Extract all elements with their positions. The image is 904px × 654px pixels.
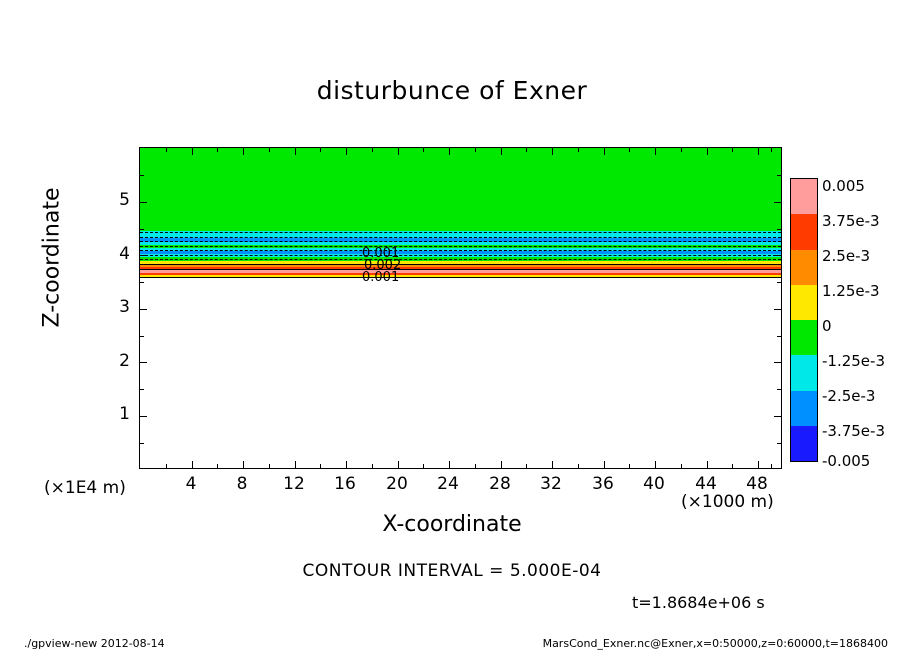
- contour-line: [140, 255, 781, 256]
- x-tick-label: 36: [592, 474, 614, 494]
- footer-right-label: MarsCond_Exner.nc@Exner,x=0:50000,z=0:60000,t=1868400: [542, 637, 888, 650]
- colorbar-segment: [791, 250, 817, 285]
- colorbar-tick-label: -3.75e-3: [822, 422, 885, 440]
- colorbar-segment: [791, 426, 817, 461]
- x-axis-unit: (×1000 m): [681, 492, 774, 512]
- contour-line: [140, 259, 781, 260]
- contour-line: [140, 246, 781, 247]
- inline-contour-label: 0.002: [364, 258, 402, 273]
- y-tick-label: 3: [119, 297, 130, 317]
- x-tick-label: 32: [540, 474, 562, 494]
- colorbar-tick-label: -0.005: [822, 452, 871, 470]
- colorbar-segment: [791, 214, 817, 249]
- colorbar-segment: [791, 391, 817, 426]
- y-tick-label: 2: [119, 351, 130, 371]
- colorbar-tick-label: 0.005: [822, 177, 865, 195]
- colorbar-tick-label: -2.5e-3: [822, 387, 876, 405]
- x-tick-label: 4: [185, 474, 197, 494]
- contour-line: [140, 232, 781, 233]
- contour-line: [140, 264, 781, 265]
- contour-interval-label: CONTOUR INTERVAL = 5.000E-04: [302, 561, 602, 581]
- contour-line: [140, 237, 781, 238]
- y-tick-label: 1: [119, 404, 130, 424]
- x-tick-label: 16: [334, 474, 356, 494]
- colorbar-segment: [791, 285, 817, 320]
- x-tick-label: 8: [236, 474, 248, 494]
- inline-contour-label: 0.001: [362, 270, 400, 285]
- x-tick-label: 44: [695, 474, 717, 494]
- contour-line: [140, 277, 781, 278]
- colorbar-segment: [791, 320, 817, 355]
- footer-left-label: ./gpview-new 2012-08-14: [24, 637, 165, 650]
- contour-line: [140, 250, 781, 251]
- y-axis-unit: (×1E4 m): [44, 478, 126, 498]
- y-tick-label: 4: [119, 244, 130, 264]
- contour-line: [140, 269, 781, 270]
- colorbar-segment: [791, 179, 817, 214]
- inline-contour-label: 0.001: [362, 246, 400, 261]
- x-tick-label: 12: [283, 474, 305, 494]
- time-label: t=1.8684e+06 s: [632, 593, 765, 612]
- zero-value-region: [140, 148, 781, 231]
- colorbar-tick-labels: [822, 177, 902, 470]
- x-tick-label: 24: [437, 474, 459, 494]
- colorbar-tick-label: 3.75e-3: [822, 212, 880, 230]
- x-tick-label: 48: [746, 474, 768, 494]
- contour-line: [140, 241, 781, 242]
- y-axis-title: Z-coordinate: [39, 187, 65, 328]
- x-axis-title: X-coordinate: [382, 512, 522, 537]
- colorbar-segment: [791, 355, 817, 390]
- x-tick-label: 40: [643, 474, 665, 494]
- chart-title: disturbunce of Exner: [316, 76, 588, 105]
- colorbar-tick-label: 0: [822, 317, 832, 335]
- colorbar-tick-label: 1.25e-3: [822, 282, 880, 300]
- colorbar-tick-label: 2.5e-3: [822, 247, 871, 265]
- x-tick-label: 28: [489, 474, 511, 494]
- colorbar-tick-label: -1.25e-3: [822, 352, 885, 370]
- blank-region: [140, 279, 781, 469]
- colorbar: [790, 178, 818, 462]
- plot-area: [139, 147, 782, 469]
- x-tick-label: 20: [386, 474, 408, 494]
- y-tick-label: 5: [119, 190, 130, 210]
